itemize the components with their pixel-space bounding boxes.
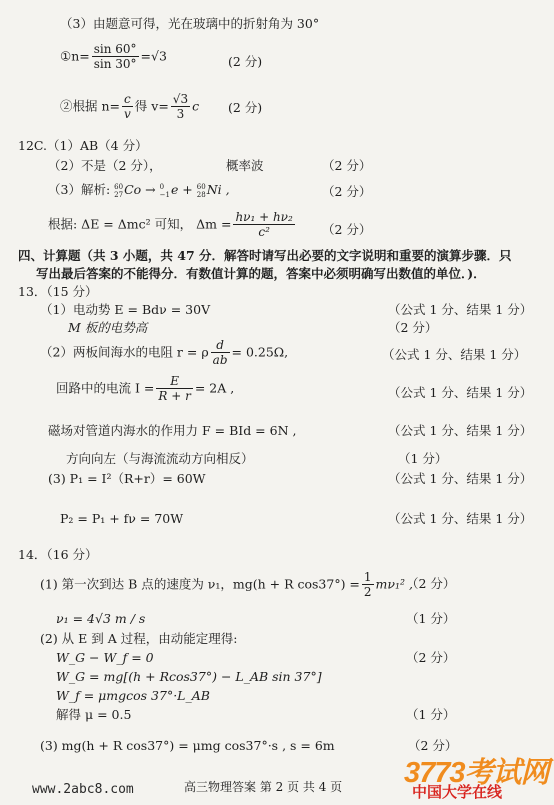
q14-part4-score: （2 分） (406, 650, 456, 665)
q14-part1 (40, 570, 413, 600)
mass-number: 60 (114, 182, 124, 191)
fraction-numerator: hν₁ + hν₂ (235, 210, 293, 224)
q12c-title: 12C.（1）AB（4 分） (18, 138, 148, 153)
q14-part2-score: （1 分） (406, 611, 456, 626)
q12b-score-2: (2 分) (228, 100, 263, 115)
q12b-formula-label: ①n= (60, 48, 90, 64)
q12c-part2-score: （2 分） (322, 158, 372, 173)
nuclide-index (160, 183, 170, 199)
fraction-denominator: v (124, 107, 131, 122)
q13-title: 13．（15 分） (18, 284, 98, 299)
q14-part5: W_G = mg[(h + Rcos37°) − L_AB sin 37°] (56, 669, 322, 684)
q12c-part2-answer: 概率波 (226, 158, 264, 173)
q12c-part4-label: 根据: ΔE = Δmc² 可知， Δm = (48, 216, 232, 232)
q12b-score-1: (2 分) (228, 54, 263, 69)
atomic-number: 27 (114, 190, 124, 199)
site-url: www.2abc8.com (32, 782, 134, 797)
watermark-text: 中国大学在线 (412, 784, 503, 801)
q14-part2: ν₁ = 4√3 m / s (56, 611, 146, 626)
q12b-formula-result: =√3 (140, 48, 167, 64)
fraction-denominator: 2 (363, 585, 372, 600)
q12b-v-label: ②根据 n= (60, 98, 120, 114)
q12b-line1: （3）由题意可得，光在玻璃中的折射角为 30° (60, 16, 320, 31)
fraction-denominator: c² (258, 225, 270, 240)
fraction (171, 92, 190, 122)
fraction (233, 210, 294, 240)
watermark-logo: 3773考试网 (404, 757, 549, 789)
q12b-v-mid: 得 v= (134, 98, 169, 114)
q13-part1-score: （公式 1 分、结果 1 分） (388, 302, 533, 317)
q12c-part3 (48, 182, 230, 199)
q13-part1: （1）电动势 E = Bdν = 30V (40, 302, 211, 317)
q12b-formula-v (60, 92, 199, 122)
q12b-formula-n (60, 42, 167, 72)
q14-part3: (2) 从 E 到 A 过程，由动能定理得: (40, 631, 238, 646)
fraction-denominator: ab (212, 353, 228, 368)
atomic-number: −1 (159, 190, 170, 199)
section4-intro-line2: 写出最后答案的不能得分．有数值计算的题，答案中必须明确写出数值的单位．)． (36, 266, 486, 281)
q13-part3-result: = 2A , (194, 380, 235, 396)
q13-part5: 方向向左（与海流流动方向相反） (66, 451, 254, 466)
section4-intro-line1: 四、计算题（共 3 小题，共 47 分．解答时请写出必要的文字说明和重要的演算步骤．只 (18, 248, 512, 263)
q14-part8-score: （2 分） (408, 738, 458, 753)
q13-part4-score: （公式 1 分、结果 1 分） (388, 423, 533, 438)
fraction-numerator: d (211, 338, 230, 353)
q14-part7: 解得 μ = 0.5 (56, 707, 132, 722)
q12c-part3-score: （2 分） (322, 184, 372, 199)
q14-part1-label: (1) 第一次到达 B 点的速度为 ν₁，mg(h + R cos37°) = (40, 576, 360, 592)
q14-part1-tail: mν₁² , (375, 576, 413, 592)
fraction-denominator: sin 30° (93, 57, 137, 72)
q14-part6: W_f = μmgcos 37°·L_AB (56, 688, 210, 703)
fraction-numerator: c (122, 92, 133, 107)
atomic-number: 28 (196, 190, 206, 199)
q12c-part4-score: （2 分） (322, 222, 372, 237)
q12c-part3-label: （3）解析: (48, 182, 111, 197)
nuclide-symbol: Ni , (206, 182, 230, 197)
fraction-numerator: sin 60° (93, 42, 137, 56)
q13-part2 (40, 338, 288, 368)
q13-part3 (56, 374, 234, 404)
q12b-v-tail: c (192, 98, 200, 114)
mass-number: 60 (196, 182, 206, 191)
fraction (122, 92, 133, 122)
fraction (156, 374, 192, 404)
q12c-part2: （2）不是（2 分）， (48, 158, 162, 173)
nuclide-index (197, 183, 206, 199)
q13-part2-label: （2）两板间海水的电阻 r = ρ (40, 344, 209, 360)
fraction (362, 570, 374, 600)
q14-part4: W_G − W_f = 0 (56, 650, 154, 665)
q13-part2-result: = 0.25Ω, (231, 344, 289, 360)
q13-part6: (3) P₁ = I²（R+r）= 60W (48, 471, 206, 486)
q14-part1-score: （2 分） (406, 576, 456, 591)
q14-part8: (3) mg(h + R cos37°) = μmg cos37°·s , s = 6m (40, 738, 335, 753)
page-footer: 高三物理答案 第 2 页 共 4 页 (184, 780, 343, 794)
nuclide-symbol: Co → (124, 182, 156, 197)
fraction (92, 42, 139, 72)
fraction-denominator: 3 (176, 107, 185, 122)
q13-part3-score: （公式 1 分、结果 1 分） (388, 385, 533, 400)
q13-part7-score: （公式 1 分、结果 1 分） (388, 511, 533, 526)
q13-part4: 磁场对管道内海水的作用力 F = BId = 6N , (48, 423, 297, 438)
fraction-numerator: E (156, 374, 192, 389)
fraction-numerator: √3 (172, 92, 189, 106)
q13-part1b: M 板的电势高 (68, 320, 148, 335)
q13-part2-score: （公式 1 分、结果 1 分） (382, 347, 527, 362)
q13-part1b-score: （2 分） (388, 320, 438, 335)
nuclide-symbol: e + (170, 182, 193, 197)
mass-number: 0 (159, 182, 165, 191)
q13-part7: P₂ = P₁ + fν = 70W (60, 511, 184, 526)
q14-part7-score: （1 分） (406, 707, 456, 722)
q12c-part4 (48, 210, 297, 240)
q13-part6-score: （公式 1 分、结果 1 分） (388, 471, 533, 486)
fraction-denominator: R + r (158, 389, 191, 404)
nuclide-index (114, 183, 123, 199)
q13-part3-label: 回路中的电流 I = (56, 380, 155, 396)
q13-part5-score: （1 分） (398, 451, 448, 466)
q14-title: 14．（16 分） (18, 547, 98, 562)
fraction-numerator: 1 (363, 570, 372, 584)
fraction (211, 338, 230, 368)
